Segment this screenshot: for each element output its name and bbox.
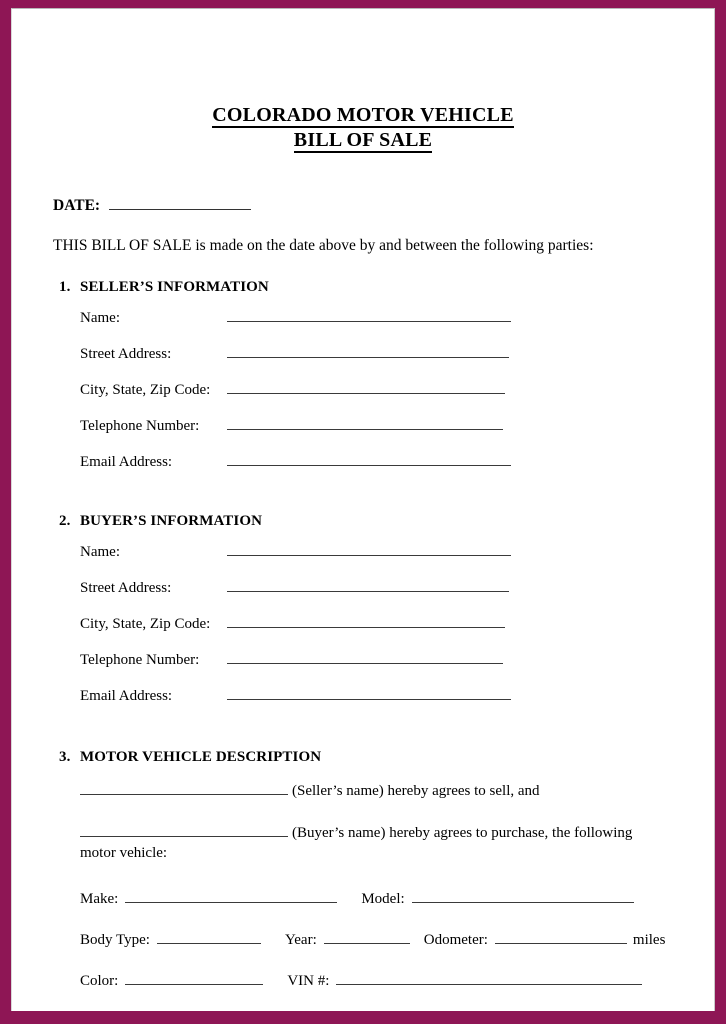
label-seller-city-state-zip: City, State, Zip Code:: [80, 382, 211, 398]
section-number-2: 2.: [59, 513, 71, 529]
field-row-seller-name: [12, 309, 714, 345]
title-line-1-text: COLORADO MOTOR VEHICLE: [212, 104, 514, 126]
section-title-buyer: BUYER’S INFORMATION: [80, 513, 263, 529]
label-seller-telephone: Telephone Number:: [80, 418, 200, 434]
label-model: Model:: [361, 891, 405, 907]
page-title: [12, 103, 714, 153]
input-seller-telephone[interactable]: [227, 417, 503, 430]
section-title-seller: SELLER’S INFORMATION: [80, 279, 269, 295]
buyer-clause-text: (Buyer’s name) hereby agrees to purchase, the following: [292, 825, 633, 841]
title-line-1: [12, 103, 714, 128]
input-year[interactable]: [324, 931, 410, 944]
input-color[interactable]: [125, 972, 263, 985]
field-row-buyer-city-state-zip: [12, 615, 714, 651]
input-seller-name[interactable]: [227, 309, 511, 322]
document-content: [12, 9, 714, 1011]
input-buyer-street-address[interactable]: [227, 579, 509, 592]
field-row-seller-street: [12, 345, 714, 381]
title-line-2: [12, 128, 714, 153]
input-odometer[interactable]: [495, 931, 627, 944]
input-seller-city-state-zip[interactable]: [227, 381, 505, 394]
input-seller-name-clause[interactable]: [80, 782, 288, 795]
seller-clause-row: [80, 782, 714, 801]
label-buyer-telephone: Telephone Number:: [80, 652, 200, 668]
label-buyer-street-address: Street Address:: [80, 580, 172, 596]
label-buyer-city-state-zip: City, State, Zip Code:: [80, 616, 211, 632]
label-seller-street-address: Street Address:: [80, 346, 172, 362]
input-seller-street-address[interactable]: [227, 345, 509, 358]
input-buyer-name-clause[interactable]: [80, 824, 288, 837]
section-buyer-information: [12, 513, 714, 723]
field-row-buyer-telephone: [12, 651, 714, 687]
label-seller-name: Name:: [80, 310, 120, 326]
label-color: Color:: [80, 973, 119, 989]
label-body-type: Body Type:: [80, 932, 150, 948]
document-sheet: [11, 8, 715, 1011]
field-row-seller-telephone: [12, 417, 714, 453]
input-buyer-city-state-zip[interactable]: [227, 615, 505, 628]
vehicle-clause-continuation: motor vehicle:: [80, 845, 168, 861]
buyer-fields: [12, 543, 714, 723]
label-buyer-email: Email Address:: [80, 688, 173, 704]
label-year: Year:: [284, 932, 317, 948]
section-seller-information: [12, 279, 714, 489]
field-row-seller-city-state-zip: [12, 381, 714, 417]
input-buyer-name[interactable]: [227, 543, 511, 556]
date-input-blank[interactable]: [109, 196, 251, 210]
label-vin: VIN #:: [287, 973, 330, 989]
field-row-buyer-street: [12, 579, 714, 615]
seller-fields: [12, 309, 714, 489]
odometer-unit-label: miles: [632, 932, 666, 948]
section-number-3: 3.: [59, 749, 71, 765]
section-motor-vehicle-description: [12, 749, 714, 990]
input-body-type[interactable]: [157, 931, 261, 944]
date-label: DATE:: [53, 197, 101, 214]
field-row-buyer-email: [12, 687, 714, 723]
field-row-seller-email: [12, 453, 714, 489]
input-make[interactable]: [125, 890, 337, 903]
date-row: [12, 196, 714, 215]
input-buyer-email[interactable]: [227, 687, 511, 700]
label-odometer: Odometer:: [423, 932, 488, 948]
section-heading-seller: [12, 279, 714, 296]
input-vin[interactable]: [336, 972, 642, 985]
seller-clause-text: (Seller’s name) hereby agrees to sell, and: [292, 783, 540, 799]
section-heading-vehicle: [12, 749, 714, 766]
spec-row-body-year-odometer: [12, 931, 714, 949]
buyer-clause-row: [80, 824, 714, 843]
section-title-vehicle: MOTOR VEHICLE DESCRIPTION: [80, 749, 322, 765]
section-number-1: 1.: [59, 279, 71, 295]
spec-row-color-vin: [12, 972, 714, 990]
intro-paragraph: THIS BILL OF SALE is made on the date above by and between the following parties:: [53, 237, 594, 254]
field-row-buyer-name: [12, 543, 714, 579]
vehicle-agreement-paragraph: [12, 782, 714, 863]
spec-row-make-model: [12, 890, 714, 908]
input-model[interactable]: [412, 890, 634, 903]
label-buyer-name: Name:: [80, 544, 120, 560]
input-seller-email[interactable]: [227, 453, 511, 466]
label-make: Make:: [80, 891, 119, 907]
section-heading-buyer: [12, 513, 714, 530]
label-seller-email: Email Address:: [80, 454, 173, 470]
input-buyer-telephone[interactable]: [227, 651, 503, 664]
title-line-2-text: BILL OF SALE: [293, 129, 433, 151]
